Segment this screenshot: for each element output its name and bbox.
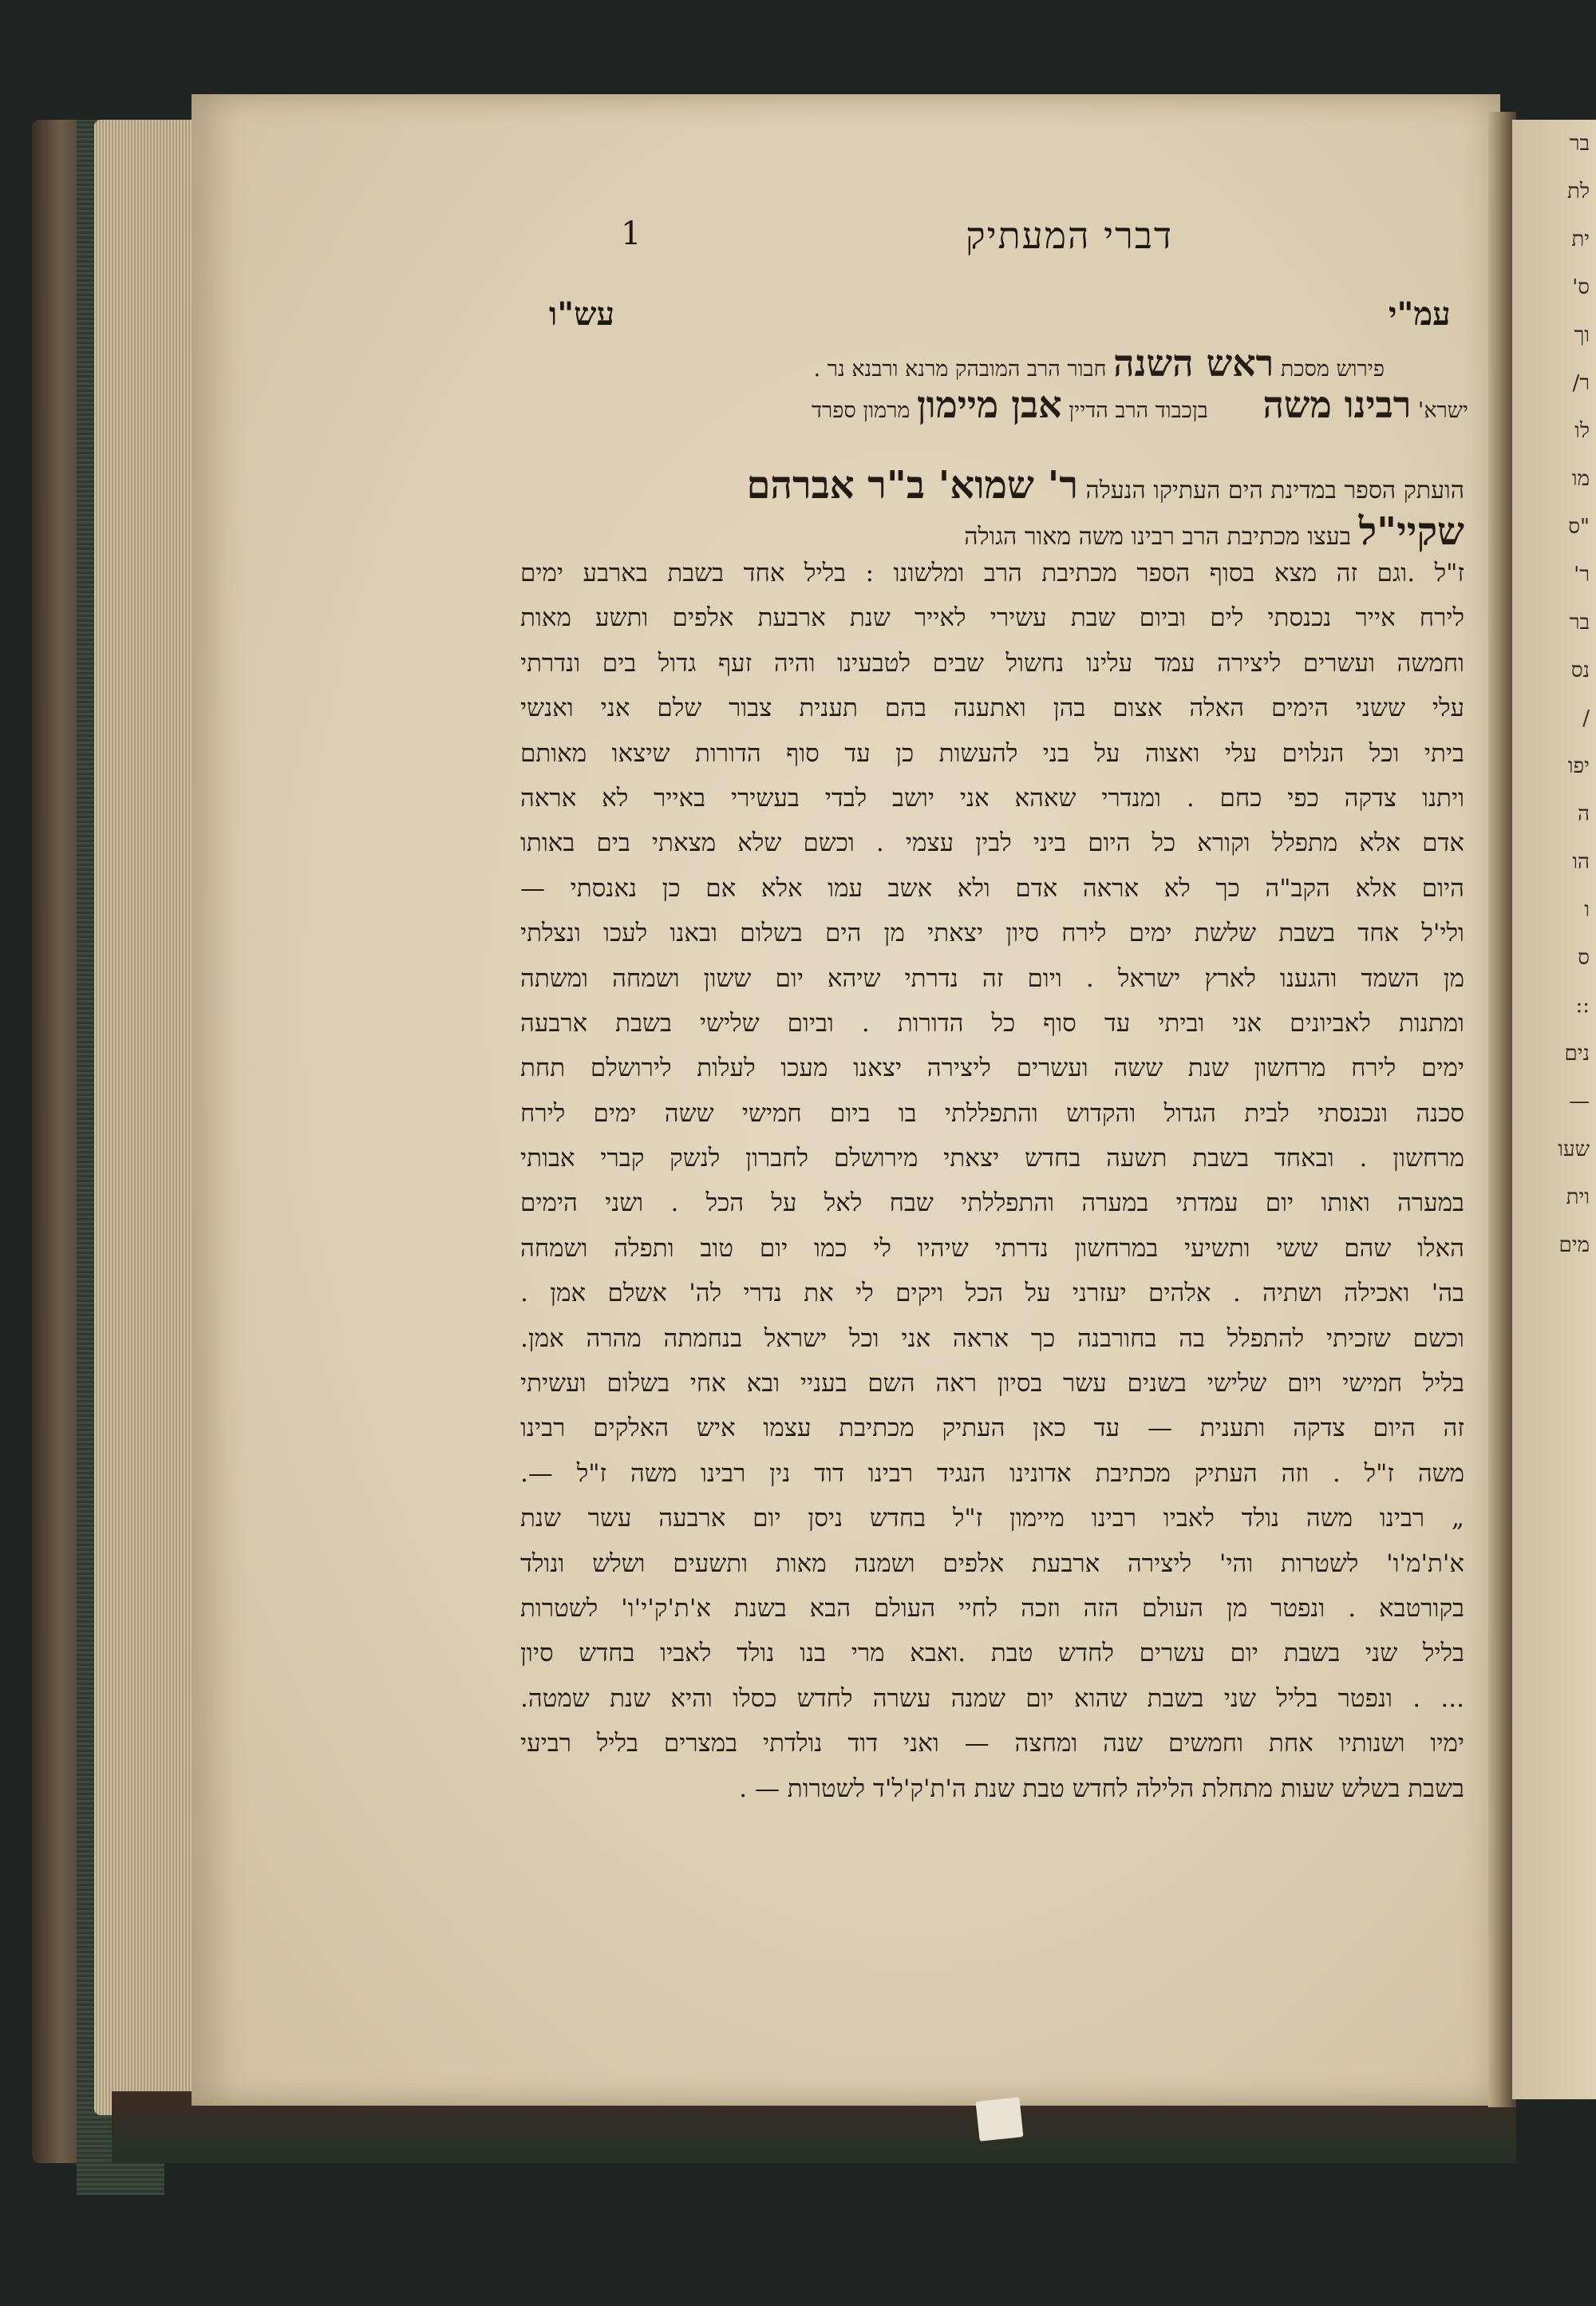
intro-line-1-prefix: הועתק הספר במדינת הים העתיקו הנעלה — [1085, 477, 1464, 504]
body-line: בשבת בשלש שעות מתחלת הלילה לחדש טבת שנת ה'ת'ק'ל'ד לשטרות — . — [739, 1774, 1464, 1803]
body-line: בליל חמישי ויום שלישי בשנים עשר בסיון ראה השם בעניי ובא אחי בשלום ועשיתי — [520, 1369, 1464, 1398]
facing-page-fragment: מים — [1558, 1233, 1590, 1257]
facing-page-edge — [1512, 120, 1596, 2099]
facing-page-fragment: הו — [1572, 850, 1590, 874]
body-line: מרחשון . ובאחד בשבת תשעה בחדש יצאתי מירושלם לחברון לנשק קברי אבותי — [520, 1144, 1464, 1173]
body-text — [520, 551, 1464, 1811]
facing-page-fragment: נים — [1564, 1042, 1590, 1066]
facing-page-fragment: "ס — [1568, 515, 1590, 539]
body-line: סכנה ונכנסתי לבית הגדול והקדוש והתפללתי בו ביום חמישי ששה ימים לירח — [520, 1098, 1464, 1128]
body-line: ביתי וכל הנלוים עלי ואצוה על בני להעשות כן עד סוף הדורות שיצאו מאותם — [520, 738, 1464, 768]
facing-page-fragment: ר' — [1574, 563, 1590, 587]
facing-page-fragment: ר/ — [1572, 371, 1590, 395]
bookmark-ribbon — [976, 2097, 1024, 2141]
title-line-2-suffix: מרמון ספרד — [812, 398, 911, 423]
title-line-2 — [527, 383, 1468, 426]
body-line: אדם אלא מתפלל וקורא כל היום ביני לבין עצמי . וכשם שלא מצאתי בים באותו — [520, 829, 1464, 858]
body-line: ז"ל .וגם זה מצא בסוף הספר מכתיבת הרב ומלשונו : בליל אחד בשבת בארבע ימים — [520, 559, 1464, 587]
body-line: וחמשה ועשרים ליצירה עמד עלינו נחשול שבים לטבעינו והיה זעף גדול בים ונדרתי — [520, 648, 1464, 678]
title-line-2-prefix: ישרא' — [1417, 398, 1468, 423]
title-line-2-mid: בןכבוד הרב הדיין — [1069, 398, 1208, 423]
facing-page-fragment: וך — [1574, 323, 1590, 347]
body-line: זה היום צדקה ותענית — עד כאן העתיק מכתיבת עצמו איש האלקים רבינו — [520, 1414, 1464, 1443]
title-line-1-prefix: פירוש מסכת — [1280, 357, 1385, 382]
facing-page-fragment: בר — [1569, 611, 1590, 635]
body-line: מן השמד והגענו לארץ ישראל . ויום זה נדרתי שיהא יום ששון ושמחה ומשתה — [520, 963, 1464, 993]
body-line: „ רבינו משה נולד לאביו רבינו מיימון ז"ל בחדש ניסן יום ארבעה עשר שנת — [520, 1504, 1464, 1533]
body-line: ולי'ל אחד בשבת שלשת ימים לירח סיון יצאתי מן הים בשלום ובאנו לעכו ונצלתי — [520, 919, 1464, 948]
author-family-name: אבן מיימון — [917, 383, 1062, 426]
body-line: ... . ונפטר בליל שני בשבת שהוא יום שמנה עשרה לחדש כסלו והיא שנת שמטה. — [520, 1683, 1464, 1713]
facing-page-fragment: יפו — [1567, 754, 1590, 778]
facing-page-fragment: — — [1569, 1090, 1590, 1113]
page-number: 1 — [621, 216, 642, 252]
body-line: ומתנות לאביונים אני וביתי עד סוף כל הדורות . וביום שלישי בשבת ארבעה — [520, 1008, 1464, 1038]
facing-page-fragment: וית — [1566, 1185, 1590, 1209]
facing-page-fragment: ית — [1571, 227, 1590, 251]
running-head: דברי המעתיק — [965, 214, 1174, 257]
tractate-name: ראש השנה — [1113, 342, 1274, 385]
facing-page-fragment: לו — [1574, 419, 1590, 443]
facing-page-fragment: ה — [1578, 802, 1590, 826]
intro-line-2-suffix: בעצו מכתיבת הרב רבינו משה מאור הגולה — [964, 523, 1352, 551]
facing-page-fragment: ו — [1584, 898, 1590, 922]
facing-page-fragment: לת — [1566, 180, 1590, 204]
facing-page-fragment: מו — [1571, 467, 1590, 491]
body-line: בה' ואכילה ושתיה . אלהים יעזרני על הכל ויקים לי את נדרי לה' אשלם אמן . — [520, 1279, 1464, 1308]
copyist-name: ר' שמוא' ב"ר אברהם — [746, 463, 1078, 508]
facing-page-fragment: שעו — [1558, 1137, 1590, 1161]
body-line: האלו שהם ששי ותשיעי במרחשון נדרתי שיהיו לי כמו יום טוב ותפלה ושמחה — [520, 1233, 1464, 1263]
body-line: במערה ואותו יום עמדתי במערה והתפללתי שבח לאל על הכל . ושני הימים — [520, 1189, 1464, 1218]
intro-line-2 — [519, 509, 1464, 554]
facing-page-fragment: / — [1582, 706, 1590, 730]
title-line-1-suffix: חבור הרב המובהק מרנא ורבנא נר . — [813, 357, 1107, 382]
body-line: ימיו ושנותיו אחת וחמשים שנה ומחצה — ואני דוד נולדתי במצרים בליל רביעי — [520, 1729, 1464, 1758]
facing-page-fragment: ס — [1578, 946, 1590, 970]
marker-left: עש"ו — [549, 295, 615, 333]
facing-page-fragment: :: — [1575, 994, 1590, 1018]
copyist-epithet: שקיי"ל — [1358, 509, 1464, 554]
body-line: וכשם שזכיתי להתפלל בה בחורבנה כך אראה אני וכל ישראל בנחמתה מהרה אמן. — [520, 1323, 1464, 1353]
facing-page-fragment: נס — [1570, 659, 1590, 682]
facing-page-fragment: בר — [1569, 132, 1590, 156]
body-line: משה ז"ל . וזה העתיק מכתיבת אדונינו הנגיד רבינו דוד נין רבינו משה ז"ל —. — [520, 1458, 1464, 1488]
body-line: בליל שני בשבת יום עשרים לחדש טבת .ואבא מרי בנו נולד לאביו בחדש סיון — [520, 1639, 1464, 1668]
body-line: היום אלא הקב"ה כך לא אראה אדם ולא אשב עמו אלא אם כן נאנסתי — — [520, 873, 1464, 903]
body-line: ויתנו צדקה כפי כחם . ומנדרי שאהא אני יושב לבדי בעשירי באייר לא אראה — [520, 783, 1464, 813]
body-line: לירח אייר נכנסתי לים וביום שבת עשירי לאייר שנת ארבעת אלפים ותשע מאות — [520, 603, 1464, 633]
body-line: בקורטבא . ונפטר מן העולם הזה וזכה לחיי העולם הבא בשנת א'ת'ק'י'ו' לשטרות — [520, 1593, 1464, 1623]
facing-page-fragment: ס' — [1572, 275, 1590, 299]
title-line-1 — [559, 342, 1385, 385]
intro-line-1 — [519, 463, 1464, 508]
body-line: ימים לירח מרחשון שנת ששה ועשרים ליצירה יצאנו מעכו לעלות לירושלם תחת — [520, 1054, 1464, 1083]
author-name: רבינו משה — [1262, 383, 1412, 426]
marker-right: עמ"י — [1389, 295, 1451, 333]
body-line: עלי ששני הימים האלה אצום בהן ואתענה בהם תענית צבור שלם אני ואנשי — [520, 694, 1464, 723]
body-line: א'ת'מ'ו' לשטרות והי' ליצירה ארבעת אלפים ושמנה מאות ותשעים ושלש ונולד — [520, 1549, 1464, 1578]
